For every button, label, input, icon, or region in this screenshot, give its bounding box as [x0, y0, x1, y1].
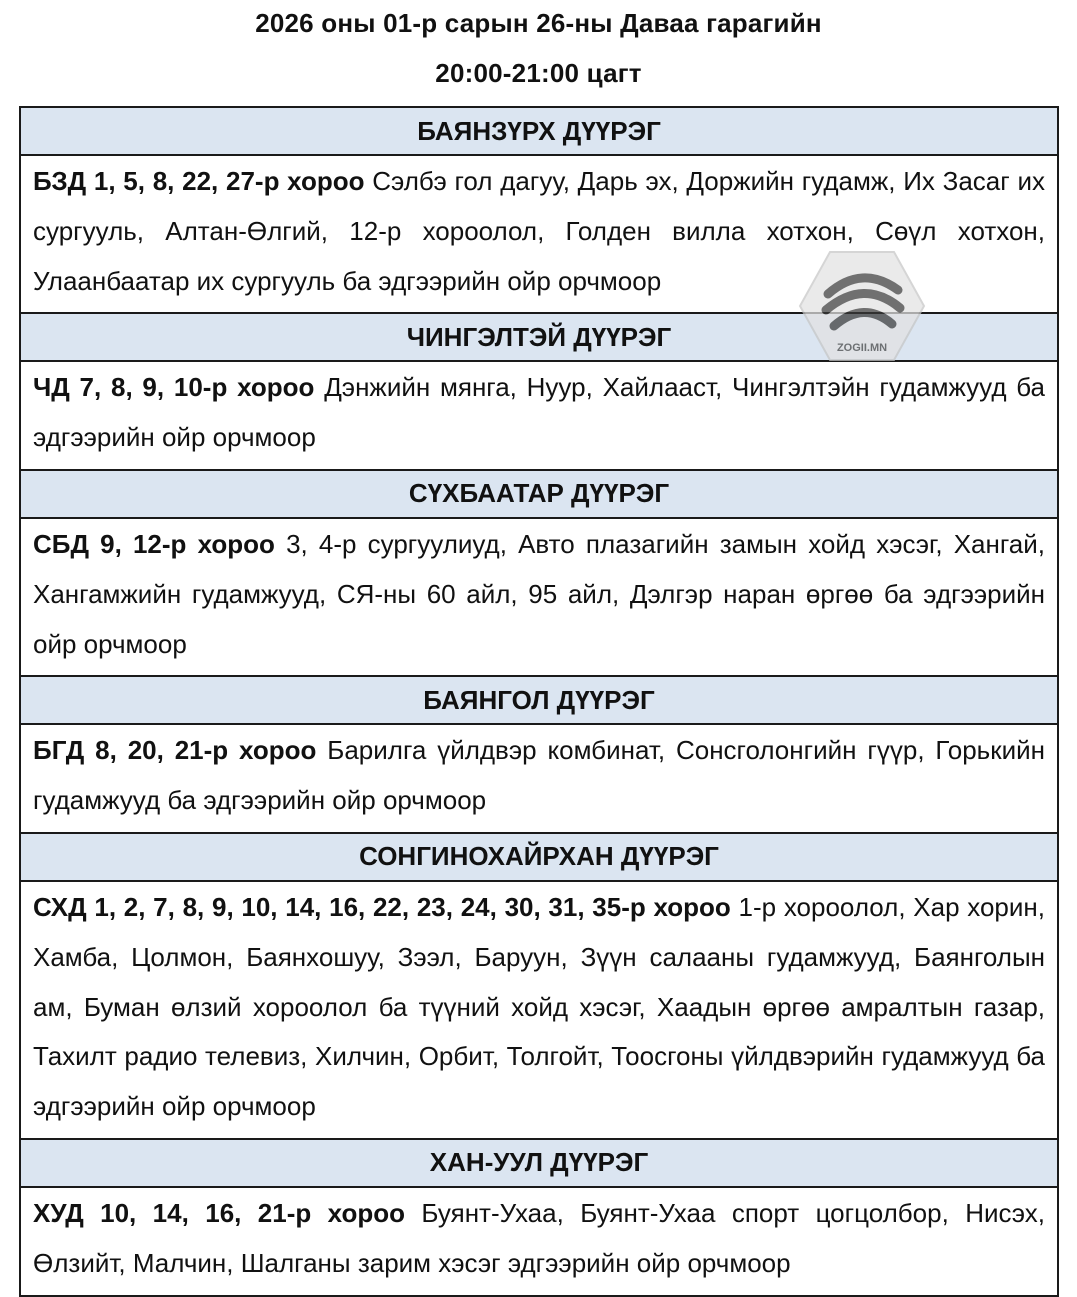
- area-list: 1-р хороолол, Хар хорин, Хамба, Цолмон, Баянхошуу, Зээл, Баруун, Зүүн салааны гудамжууд, Баянголын ам, Буман өлзий хороолол ба түүний хойд хэсэг, Хаадын өргөө амралтын газар, Тахилт радио телевиз, Хилчин, Орбит, Толгойт, Тоосгоны үйлдвэрийн гудамжууд ба эдгээрийн ойр орчмоор: [33, 891, 1046, 1122]
- area-list: Дэнжийн мянга, Нуур, Хайлааст, Чингэлтэйн гудамжууд ба эдгээрийн ойр орчмоор: [33, 372, 1046, 453]
- district-header-sukhbaatar: СҮХБААТАР ДҮҮРЭГ: [20, 470, 1058, 518]
- district-header-bayanzurkh: БАЯНЗҮРХ ДҮҮРЭГ: [20, 107, 1058, 155]
- district-body-songinokhairkhan: [20, 881, 1058, 1139]
- khoroo-list: СХД 1, 2, 7, 8, 9, 10, 14, 16, 22, 23, 24, 30, 31, 35-р хороо: [33, 891, 731, 922]
- khoroo-list: ХУД 10, 14, 16, 21-р хороо: [33, 1197, 405, 1228]
- district-body-khan-uul: [20, 1187, 1058, 1296]
- khoroo-list: БЗД 1, 5, 8, 22, 27-р хороо: [33, 166, 365, 196]
- district-body-sukhbaatar: [20, 518, 1058, 676]
- district-header-bayangol: БАЯНГОЛ ДҮҮРЭГ: [20, 676, 1058, 724]
- district-header-chingeltei: ЧИНГЭЛТЭЙ ДҮҮРЭГ: [20, 313, 1058, 361]
- page-title-time: 20:00-21:00 цагт: [435, 58, 642, 88]
- district-header-khan-uul: ХАН-УУЛ ДҮҮРЭГ: [20, 1139, 1058, 1187]
- area-list: 3, 4-р сургуулиуд, Авто плазагийн замын хойд хэсэг, Хангай, Хангамжийн гудамжууд, СЯ-ны 60 айл, 95 айл, Дэлгэр наран өргөө ба эдгээрийн ойр орчмоор: [33, 528, 1045, 659]
- area-list: Барилга үйлдвэр комбинат, Сонсголонгийн гүүр, Горькийн гудамжууд ба эдгээрийн ойр орчмоор: [33, 735, 1046, 816]
- page-title-date: 2026 оны 01-р сарын 26-ны Даваа гарагийн: [255, 8, 822, 38]
- khoroo-list: ЧД 7, 8, 9, 10-р хороо: [33, 372, 315, 403]
- district-body-chingeltei: [20, 361, 1058, 470]
- zogii-watermark: [798, 250, 926, 362]
- khoroo-list: СБД 9, 12-р хороо: [33, 528, 275, 559]
- district-header-songinokhairkhan: СОНГИНОХАЙРХАН ДҮҮРЭГ: [20, 833, 1058, 881]
- district-body-bayangol: [20, 724, 1058, 833]
- area-list: Буянт-Ухаа, Буянт-Ухаа спорт цогцолбор, Нисэх, Өлзийт, Малчин, Шалганы зарим хэсэг эдгээрийн ойр орчмоор: [33, 1197, 1046, 1278]
- area-list: Сэлбэ гол дагуу, Дарь эх, Доржийн гудамж, Их Засаг их сургууль, Алтан-Өлгий, 12-р хороолол, Голден вилла хотхон, Сөүл хотхон, Улаанбаатар их сургууль ба эдгээрийн ойр орчмоор: [33, 166, 1045, 296]
- watermark-text: ZOGII.MN: [836, 342, 888, 354]
- khoroo-list: БГД 8, 20, 21-р хороо: [33, 735, 317, 766]
